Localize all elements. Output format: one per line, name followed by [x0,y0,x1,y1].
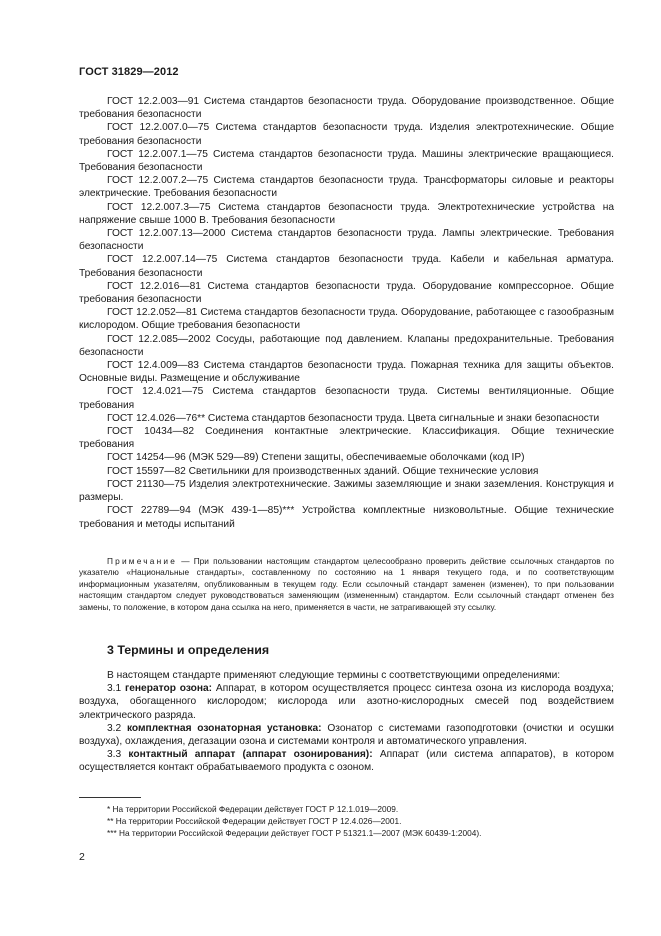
term-item [79,722,614,748]
footnote-item: ** На территории Российской Федерации действует ГОСТ Р 12.4.026—2001. [107,816,402,827]
reference-item: ГОСТ 12.4.026—76** Система стандартов безопасности труда. Цвета сигнальные и знаки безопасности [107,412,600,424]
reference-item: ГОСТ 12.2.007.14—75 Система стандартов безопасности труда. Кабели и кабельная арматура. Требования безопасности [79,254,614,279]
footnote-item: * На территории Российской Федерации действует ГОСТ Р 12.1.019—2009. [107,804,399,814]
term-item [79,682,614,722]
reference-item: ГОСТ 12.2.007.0—75 Система стандартов безопасности труда. Изделия электротехнические. Общие требования безопасности [79,122,614,147]
reference-item: ГОСТ 12.2.052—81 Система стандартов безопасности труда. Оборудование, работающее с газообразным кислородом. Общие требования безопасности [79,307,614,332]
reference-item: ГОСТ 12.2.085—2002 Сосуды, работающие под давлением. Клапаны предохранительные. Требования безопасности [79,333,614,358]
terms-section [79,669,614,775]
reference-item: ГОСТ 10434—82 Соединения контактные электрические. Классификация. Общие технические требования [79,426,614,451]
reference-item: ГОСТ 12.2.007.13—2000 Система стандартов безопасности труда. Лампы электрические. Требования безопасности [79,228,614,253]
section-title: 3 Термины и определения [107,643,270,657]
footnote-rule [79,797,141,798]
term-definition: Озонатор с системами газоподготовки (очистки и осушки воздуха), охлаждения, дегазации озона и системами контроля и автоматического управления. [79,722,614,748]
reference-item: ГОСТ 12.2.003—91 Система стандартов безопасности труда. Оборудование производственное. Общие требования безопасности [79,96,614,121]
reference-item: ГОСТ 12.4.021—75 Система стандартов безопасности труда. Системы вентиляционные. Общие требования [79,386,614,411]
document-header: ГОСТ 31829—2012 [79,66,179,78]
note-text: — При пользовании настоящим стандартом целесообразно проверить действие ссылочных стандартов по указателю «Национальные стандарты», составленному по состоянию на 1 января текущего года, и по соответствующим информационным указателям, опубликованным в текущем году. Если ссылочный стандарт заменен (изменен), то при пользовании настоящим стандартом следует руководствоваться заменяющим (измененным) стандартом. Если ссылочный стандарт отменен без замены, то положение, в котором дана ссылка на него, применяется в части, не затрагивающей эту ссылку. [79,556,614,612]
terms-intro: В настоящем стандарте применяют следующие термины с соответствующими определениями: [107,670,561,681]
term-number: 3.2 [107,722,122,734]
term-definition: Аппарат (или система аппаратов), в котором осуществляется контакт обрабатываемого продукта с озоном. [79,749,614,774]
reference-item: ГОСТ 12.2.016—81 Система стандартов безопасности труда. Оборудование компрессорное. Общие требования безопасности [79,280,614,306]
term-number: 3.1 [107,683,122,695]
term-name: генератор озона: [125,683,213,695]
reference-item: ГОСТ 15597—82 Светильники для производственных зданий. Общие технические условия [107,465,539,477]
footnotes [79,803,614,840]
normative-references [79,95,614,531]
term-name: комплектная озонаторная установка: [126,722,322,734]
reference-item: ГОСТ 14254—96 (МЭК 529—89) Степени защиты, обеспечиваемые оболочками (код IP) [107,452,525,464]
reference-item: ГОСТ 12.2.007.3—75 Система стандартов безопасности труда. Электротехнические устройства на напряжение свыше 1000 В. Требования безопасности [79,201,614,226]
term-item [79,748,614,774]
footnote-item: *** На территории Российской Федерации действует ГОСТ Р 51321.1—2007 (МЭК 60439-1:2004). [107,828,482,839]
reference-item: ГОСТ 22789—94 (МЭК 439-1—85)*** Устройства комплектные низковольтные. Общие технические требования и методы испытаний [79,505,614,530]
reference-item: ГОСТ 21130—75 Изделия электротехнические. Зажимы заземляющие и знаки заземления. Конструкция и размеры. [79,478,614,504]
term-number: 3.3 [107,749,122,761]
note-paragraph [79,556,614,613]
reference-item: ГОСТ 12.4.009—83 Система стандартов безопасности труда. Пожарная техника для защиты объектов. Основные виды. Размещение и обслуживание [79,360,614,385]
page-number: 2 [79,851,85,863]
reference-item: ГОСТ 12.2.007.2—75 Система стандартов безопасности труда. Трансформаторы силовые и реакторы электрические. Требования безопасности [79,175,614,200]
reference-item: ГОСТ 12.2.007.1—75 Система стандартов безопасности труда. Машины электрические вращающиеся. Требования безопасности [79,148,614,174]
term-name: контактный аппарат (аппарат озонирования): [128,749,373,761]
note-label: Примечание [107,556,178,566]
term-definition: Аппарат, в котором осуществляется процесс синтеза озона из кислорода воздуха; воздуха, обогащенного кислородом; кислорода или азотно-кислородных смесей под воздействием электрического разряда. [79,683,614,721]
